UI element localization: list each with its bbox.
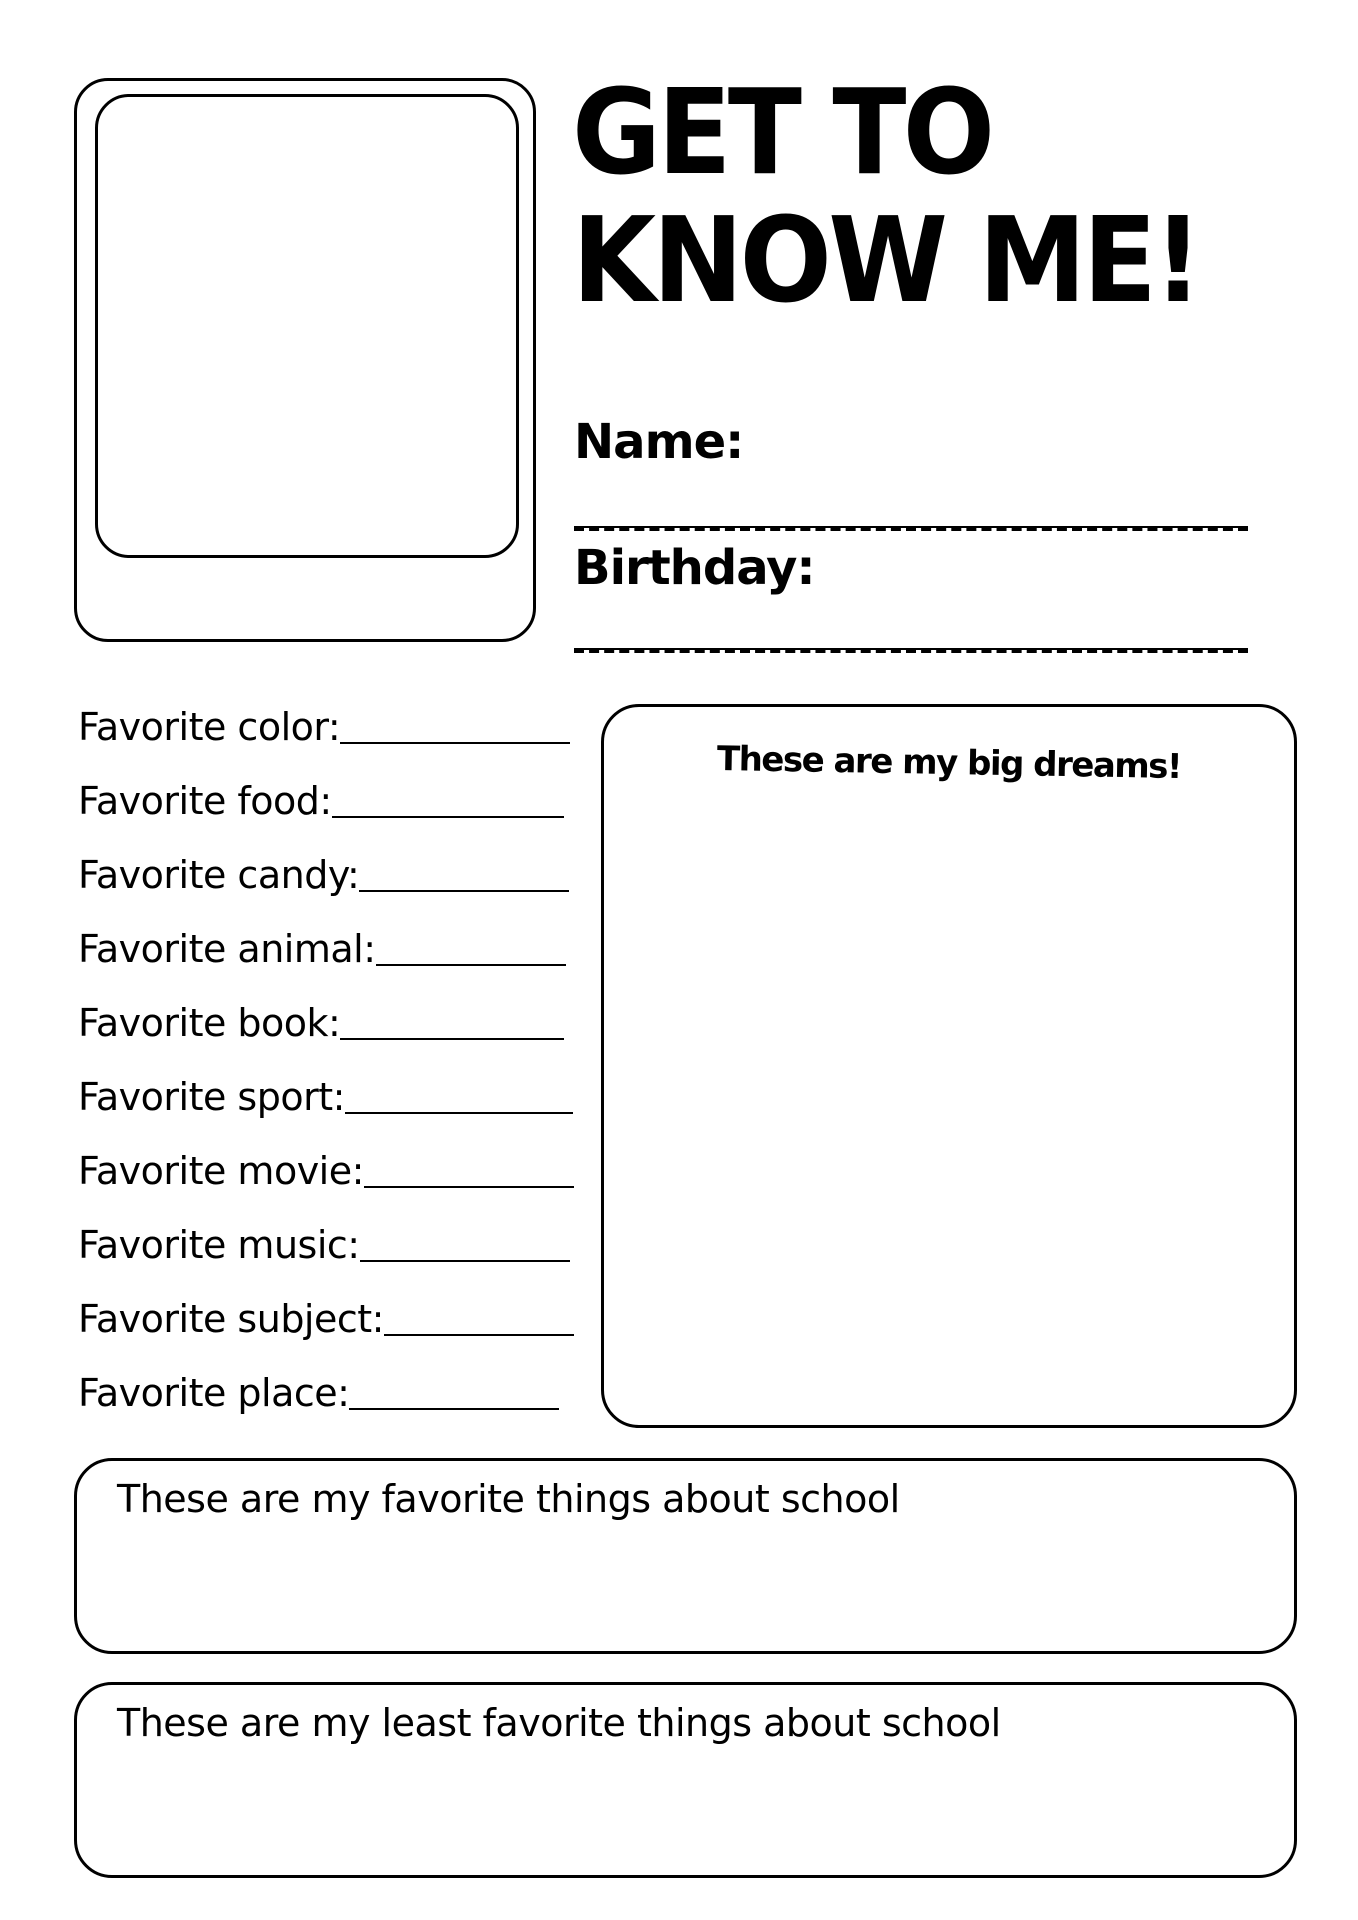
page-title <box>572 63 1200 329</box>
name-field[interactable] <box>574 526 1248 531</box>
favorite-food-label: Favorite food: <box>78 779 332 823</box>
least-favorite-school-things-box[interactable] <box>74 1682 1297 1878</box>
list-item <box>78 1366 559 1416</box>
favorite-color-label: Favorite color: <box>78 705 341 749</box>
favorite-book-label: Favorite book: <box>78 1001 341 1045</box>
name-label: Name: <box>574 414 744 470</box>
favorite-school-things-label: These are my favorite things about school <box>117 1477 900 1521</box>
favorite-movie-field[interactable] <box>364 1148 574 1188</box>
list-item <box>78 1218 570 1268</box>
favorite-color-field[interactable] <box>340 704 570 744</box>
favorite-animal-field[interactable] <box>376 926 566 966</box>
big-dreams-box[interactable] <box>601 704 1297 1428</box>
favorite-music-field[interactable] <box>360 1222 570 1262</box>
title-line-2: KNOW ME! <box>572 191 1200 329</box>
favorite-candy-label: Favorite candy: <box>78 853 360 897</box>
list-item <box>78 1070 573 1120</box>
favorite-book-field[interactable] <box>340 1000 564 1040</box>
favorite-subject-field[interactable] <box>384 1296 574 1336</box>
favorite-animal-label: Favorite animal: <box>78 927 376 971</box>
favorite-sport-label: Favorite sport: <box>78 1075 345 1119</box>
big-dreams-title: These are my big dreams! <box>716 738 1182 788</box>
birthday-field[interactable] <box>574 648 1248 653</box>
favorite-school-things-box[interactable] <box>74 1458 1297 1654</box>
title-line-1: GET TO <box>572 63 992 201</box>
list-item <box>78 848 569 898</box>
favorite-music-label: Favorite music: <box>78 1223 360 1267</box>
list-item <box>78 1292 574 1342</box>
favorite-food-field[interactable] <box>332 778 564 818</box>
favorite-subject-label: Favorite subject: <box>78 1297 384 1341</box>
list-item <box>78 774 564 824</box>
favorite-candy-field[interactable] <box>359 852 569 892</box>
birthday-label: Birthday: <box>574 540 815 596</box>
list-item <box>78 922 566 972</box>
least-favorite-school-things-label: These are my least favorite things about school <box>117 1701 1001 1745</box>
favorite-movie-label: Favorite movie: <box>78 1149 364 1193</box>
favorite-sport-field[interactable] <box>345 1074 573 1114</box>
list-item <box>78 996 564 1046</box>
photo-box[interactable] <box>95 94 519 558</box>
list-item <box>78 1144 574 1194</box>
list-item <box>78 700 570 750</box>
favorite-place-field[interactable] <box>349 1370 559 1410</box>
favorite-place-label: Favorite place: <box>78 1371 350 1415</box>
